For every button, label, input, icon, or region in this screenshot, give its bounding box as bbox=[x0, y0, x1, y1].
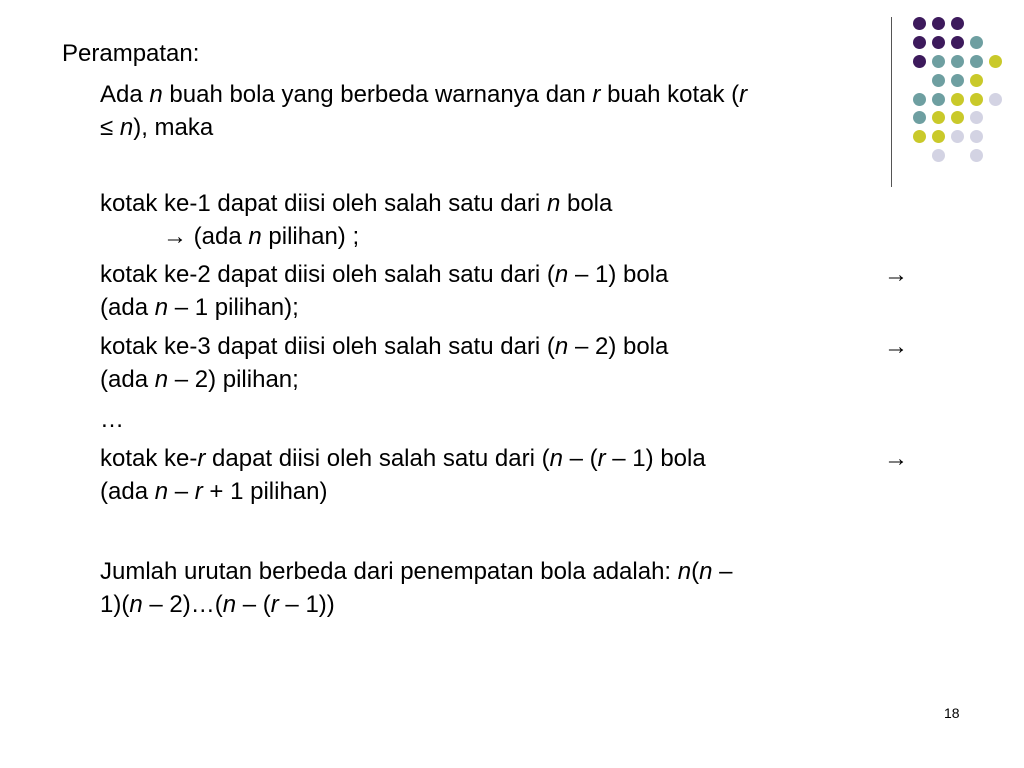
decor-dot bbox=[913, 17, 926, 30]
text-segment: Ada bbox=[100, 81, 150, 108]
arrow-icon: → bbox=[884, 333, 908, 360]
text-line bbox=[100, 405, 124, 435]
text-line bbox=[100, 477, 328, 507]
decor-dot bbox=[913, 111, 926, 124]
slide-heading: Perampatan: bbox=[62, 40, 200, 67]
page-number: 18 bbox=[944, 705, 960, 721]
math-variable: r bbox=[270, 591, 279, 618]
text-line bbox=[100, 332, 668, 362]
math-variable: r bbox=[597, 445, 606, 472]
math-variable: n bbox=[154, 478, 169, 505]
vertical-divider bbox=[891, 17, 892, 187]
decor-dot bbox=[932, 17, 945, 30]
decor-dot bbox=[970, 130, 983, 143]
text-segment: (ada bbox=[100, 294, 155, 321]
text-segment: kotak ke- bbox=[100, 445, 198, 472]
text-segment: – ( bbox=[236, 591, 271, 618]
text-line bbox=[100, 80, 747, 110]
text-segment: (ada bbox=[100, 366, 155, 393]
decor-dot bbox=[932, 149, 945, 162]
text-line bbox=[100, 189, 612, 219]
decor-dot bbox=[913, 130, 926, 143]
decor-dot bbox=[951, 111, 964, 124]
math-variable: r bbox=[194, 478, 203, 505]
math-variable: n bbox=[549, 445, 563, 472]
decor-dot bbox=[932, 55, 945, 68]
text-segment: – 1) bola bbox=[605, 445, 706, 472]
text-segment: buah kotak ( bbox=[600, 81, 740, 108]
math-variable: n bbox=[154, 294, 169, 321]
decor-dot bbox=[970, 149, 983, 162]
decor-dot bbox=[951, 93, 964, 106]
decor-dot bbox=[970, 74, 983, 87]
decor-dot bbox=[951, 17, 964, 30]
text-segment: bola bbox=[560, 190, 613, 217]
math-variable: n bbox=[248, 223, 262, 250]
text-line bbox=[100, 260, 668, 290]
text-segment: buah bola yang berbeda warnanya dan bbox=[162, 81, 593, 108]
text-segment: (ada bbox=[100, 478, 155, 505]
text-segment: – 2) pilihan; bbox=[168, 366, 299, 393]
text-segment: ( bbox=[691, 558, 700, 585]
decor-dot bbox=[913, 55, 926, 68]
decor-dot bbox=[932, 111, 945, 124]
decor-dot bbox=[951, 55, 964, 68]
text-line bbox=[100, 293, 299, 323]
text-segment: – 1)) bbox=[278, 591, 335, 618]
text-segment: pilihan) ; bbox=[261, 223, 360, 250]
text-segment: – ( bbox=[562, 445, 598, 472]
decor-dot bbox=[932, 93, 945, 106]
text-line bbox=[100, 557, 732, 587]
text-segment: dapat diisi oleh salah satu dari ( bbox=[205, 445, 550, 472]
text-line bbox=[100, 365, 299, 395]
decor-dot bbox=[970, 111, 983, 124]
text-segment: + 1 pilihan) bbox=[202, 478, 328, 505]
math-variable: n bbox=[554, 333, 569, 360]
text-segment: ), maka bbox=[133, 114, 214, 141]
text-segment: 1)( bbox=[100, 591, 130, 618]
decor-dot bbox=[932, 130, 945, 143]
decor-dot bbox=[913, 93, 926, 106]
decor-dot bbox=[951, 74, 964, 87]
text-segment: ≤ bbox=[100, 114, 120, 141]
decor-dot bbox=[951, 36, 964, 49]
math-variable: n bbox=[554, 261, 569, 288]
decor-dot bbox=[970, 55, 983, 68]
decor-dot bbox=[970, 36, 983, 49]
text-segment: – bbox=[168, 478, 195, 505]
text-line bbox=[100, 444, 706, 474]
text-segment: kotak ke-2 dapat diisi oleh salah satu dari ( bbox=[100, 261, 555, 288]
math-variable: n bbox=[699, 558, 713, 585]
text-segment: – 2) bola bbox=[568, 333, 669, 360]
decor-dot bbox=[989, 93, 1002, 106]
math-variable: n bbox=[149, 81, 163, 108]
decor-dot bbox=[970, 93, 983, 106]
math-variable: n bbox=[129, 591, 143, 618]
text-segment: – bbox=[712, 558, 733, 585]
arrow-icon: → bbox=[884, 261, 908, 288]
text-segment: – 1 pilihan); bbox=[168, 294, 299, 321]
math-variable: r bbox=[739, 81, 748, 108]
decor-dot bbox=[989, 55, 1002, 68]
decor-dot bbox=[932, 74, 945, 87]
math-variable: n bbox=[546, 190, 561, 217]
text-segment: Jumlah urutan berbeda dari penempatan bola adalah: bbox=[100, 558, 678, 585]
decor-dot bbox=[913, 36, 926, 49]
text-line bbox=[163, 222, 359, 252]
math-variable: r bbox=[197, 445, 206, 472]
math-variable: n bbox=[222, 591, 237, 618]
math-variable: n bbox=[677, 558, 692, 585]
text-segment: kotak ke-3 dapat diisi oleh salah satu dari ( bbox=[100, 333, 555, 360]
arrow-icon: → bbox=[884, 445, 908, 472]
text-line bbox=[100, 113, 213, 143]
text-segment: – 1) bola bbox=[568, 261, 669, 288]
text-segment: → (ada bbox=[163, 223, 249, 250]
math-variable: r bbox=[592, 81, 601, 108]
text-segment: kotak ke-1 dapat diisi oleh salah satu dari bbox=[100, 190, 547, 217]
decor-dot bbox=[951, 130, 964, 143]
math-variable: n bbox=[154, 366, 169, 393]
text-segment: – 2)…( bbox=[142, 591, 223, 618]
text-line bbox=[100, 590, 335, 620]
text-segment: … bbox=[100, 406, 124, 433]
decor-dot bbox=[932, 36, 945, 49]
math-variable: n bbox=[119, 114, 134, 141]
